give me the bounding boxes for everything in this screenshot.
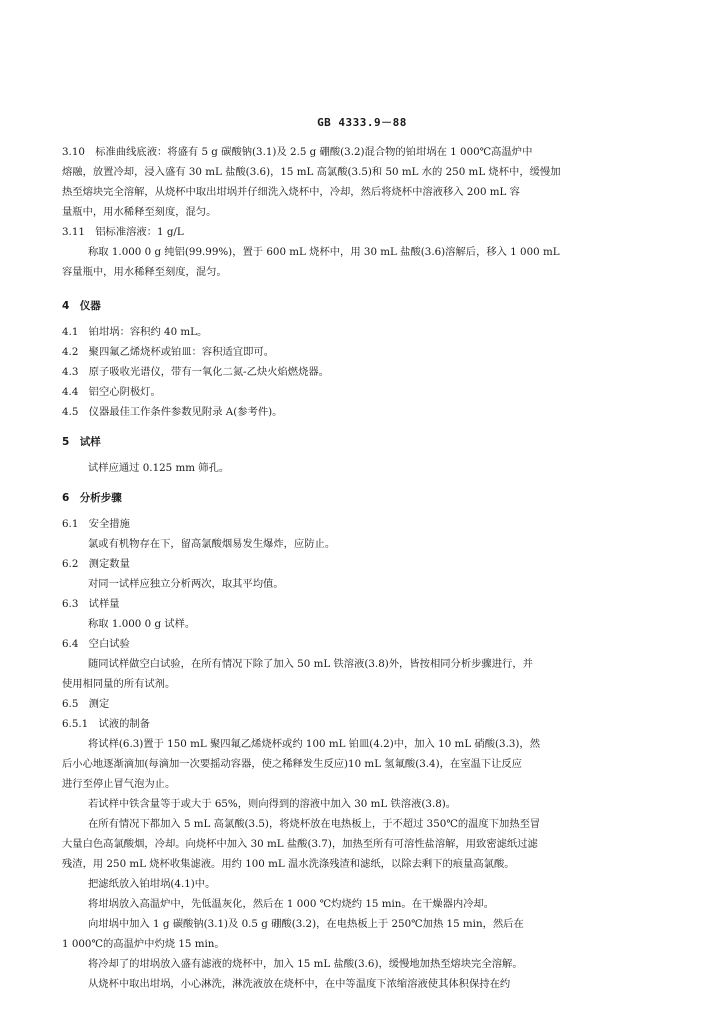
clause-4-5: 4.5 仪器最佳工作条件参数见附录 A(参考件)。 xyxy=(62,406,283,418)
clause-4-3: 4.3 原子吸收光谱仪，带有一氧化二氮-乙炔火焰燃烧器。 xyxy=(62,366,329,378)
document-body xyxy=(62,142,562,994)
clause-6-5-1-text: 将试样(6.3)置于 150 mL 聚四氟乙烯烧杯或约 100 mL 铂皿(4.2)中，加入 10 mL 硝酸(3.3)，然 xyxy=(88,738,541,750)
clause-6-1-text: 氯或有机物存在下，留高氯酸烟易发生爆炸，应防止。 xyxy=(88,538,336,550)
clause-6-5-1-text: 从烧杯中取出坩埚，小心淋洗，淋洗液放在烧杯中，在中等温度下浓缩溶液使其体积保持在约 xyxy=(88,978,511,990)
clause-6-5-1-text: 向坩埚中加入 1 g 碳酸钠(3.1)及 0.5 g 硼酸(3.2)，在电热板上于 250℃加热 15 min，然后在 xyxy=(88,918,524,930)
clause-6-5-1-text: 把滤纸放入铂坩埚(4.1)中。 xyxy=(88,878,216,890)
section-6-heading: 6 分析步骤 xyxy=(62,492,122,504)
clause-6-5-1-text: 将坩埚放入高温炉中，先低温灰化，然后在 1 000 ℃灼烧约 15 min。在干燥器内冷却。 xyxy=(88,898,495,910)
clause-3-10-line: 热至熔块完全溶解，从烧杯中取出坩埚并仔细洗入烧杯中，冷却，然后将烧杯中溶液移入 200 mL 容 xyxy=(62,186,520,198)
clause-3-11-line: 称取 1.000 0 g 纯铝(99.99%)，置于 600 mL 烧杯中，用 30 mL 盐酸(3.6)溶解后，移入 1 000 mL xyxy=(88,246,560,258)
clause-3-11-line: 容量瓶中，用水稀释至刻度，混匀。 xyxy=(62,266,227,278)
clause-6-5-1-title: 6.5.1 试液的制备 xyxy=(62,718,150,730)
clause-3-10-line: 熔融，放置冷却，浸入盛有 30 mL 盐酸(3.6)，15 mL 高氯酸(3.5)和 50 mL 水的 250 mL 烧杯中，缓慢加 xyxy=(62,166,561,178)
clause-6-2-text: 对同一试样应独立分析两次，取其平均值。 xyxy=(88,578,284,590)
clause-6-1-title: 6.1 安全措施 xyxy=(62,518,130,530)
clause-6-3-text: 称取 1.000 0 g 试样。 xyxy=(88,618,196,630)
section-5-text: 试样应通过 0.125 mm 筛孔。 xyxy=(88,462,230,474)
clause-3-10-line: 3.10 标准曲线底液：将盛有 5 g 碳酸钠(3.1)及 2.5 g 硼酸(3.2)混合物的铂坩埚在 1 000℃高温炉中 xyxy=(62,146,533,158)
section-4-heading: 4 仪器 xyxy=(62,300,101,312)
clause-6-4-title: 6.4 空白试验 xyxy=(62,638,130,650)
clause-3-10-line: 量瓶中，用水稀释至刻度，混匀。 xyxy=(62,206,217,218)
clause-6-4-text: 使用相同量的所有试剂。 xyxy=(62,678,176,690)
clause-6-5-1-text: 进行至停止冒气泡为止。 xyxy=(62,778,176,790)
clause-6-5-title: 6.5 测定 xyxy=(62,698,110,710)
clause-6-5-1-text: 残渣，用 250 mL 烧杯收集滤液。用约 100 mL 温水洗涤残渣和滤纸，以除去剩下的痕量高氯酸。 xyxy=(62,858,515,870)
clause-6-2-title: 6.2 测定数量 xyxy=(62,558,130,570)
standard-number-header: GB 4333.9－88 xyxy=(317,116,407,129)
clause-6-5-1-text: 1 000℃的高温炉中灼烧 15 min。 xyxy=(62,938,225,950)
clause-6-5-1-text: 在所有情况下都加入 5 mL 高氯酸(3.5)，将烧杯放在电热板上，于不超过 350℃的温度下加热至冒 xyxy=(88,818,541,830)
clause-6-5-1-text: 大量白色高氯酸烟，冷却。向烧杯中加入 30 mL 盐酸(3.7)，加热至所有可溶性盐溶解，用致密滤纸过滤 xyxy=(62,838,538,850)
section-5-heading: 5 试样 xyxy=(62,436,101,448)
clause-4-2: 4.2 聚四氟乙烯烧杯或铂皿：容积适宜即可。 xyxy=(62,346,275,358)
clause-6-4-text: 随同试样做空白试验，在所有情况下除了加入 50 mL 铁溶液(3.8)外，皆按相同分析步骤进行，并 xyxy=(88,658,533,670)
clause-6-5-1-text: 若试样中铁含量等于或大于 65%，则向得到的溶液中加入 30 mL 铁溶液(3.8)。 xyxy=(88,798,457,810)
clause-3-11-title: 3.11 铝标准溶液：1 g/L xyxy=(62,226,184,238)
clause-6-3-title: 6.3 试样量 xyxy=(62,598,120,610)
clause-4-1: 4.1 铂坩埚：容积约 40 mL。 xyxy=(62,326,208,338)
clause-4-4: 4.4 铝空心阴极灯。 xyxy=(62,386,161,398)
clause-6-5-1-text: 将冷却了的坩埚放入盛有滤液的烧杯中，加入 15 mL 盐酸(3.6)，缓慢地加热至熔块完全溶解。 xyxy=(88,958,523,970)
clause-6-5-1-text: 后小心地逐渐滴加(每滴加一次要摇动容器，使之稀释发生反应)10 mL 氢氟酸(3.4)，在室温下让反应 xyxy=(62,758,522,770)
